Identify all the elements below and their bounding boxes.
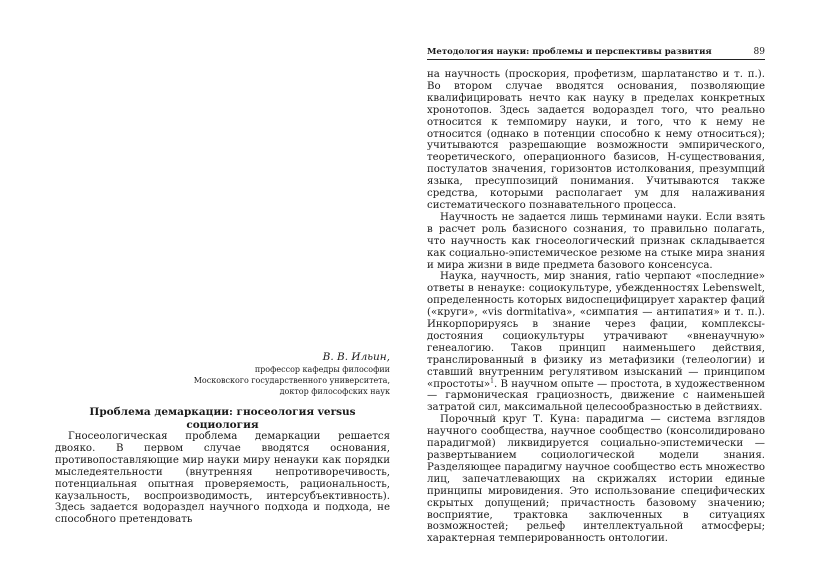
footnote-marker[interactable]: 1 [490, 377, 494, 385]
author-position: профессор кафедры философии [254, 365, 390, 374]
paragraph-3 [427, 271, 765, 414]
page-number: 89 [753, 47, 765, 57]
paragraph-2: Научность не задается лишь терминами науки. Если взять в расчет роль базисного сознания, то правильно полагать, что научность как гносеологический признак складывается как социально-эпистемическое резюме на стыке мира знания и мира жизни в виде предмета базового консенсуса. [427, 211, 765, 271]
paragraph-1: на научность (проскория, профетизм, шарлатанство и т. п.). Во втором случае вводятся основания, позволяющие квалифицировать нечто как науку в пределах конкретных хронотопов. Здесь задается водораздел того, что реально относится к темпомиру науки, и того, что к нему не относится (однако в потенции способно к нему относиться); учитываются разрешающие возможности эмпирического, теоретического, операционного базисов, Н-существования, постулатов значения, горизонтов истолкования, презумпций языка, пресуппозиций понимания. Учитываются также средства, которыми располагает ум для налаживания систематического познавательного процесса. [427, 69, 765, 211]
author-name: В. В. Ильин, [322, 351, 390, 363]
author-affiliation: Московского государственного университета, [193, 376, 390, 385]
running-title: Методология науки: проблемы и перспективы развития [427, 47, 712, 57]
paragraph-3-text: Наука, научность, мир знания, ratio черпают «последние» ответы в ненауке: социокультуре, убежденностях Lebenswelt, определенность которых видоспецифицирует характер фаций («круги», «vis dormitativa», «симпатия — антипатия» и т. п.). Инкорпорируясь в знание через фации, комплексы-достояния социокультуры утрачивают «вненаучную» генеалогию. Таков принцип наименьшего действия, транслированный в физику из метафизики (телеологии) и ставший внутренним регулятивом изысканий — принципом «простоты» [427, 271, 765, 390]
intro-paragraph: Гносеологическая проблема демаркации решается двояко. В первом случае вводятся основания, противопоставляющие мир науки миру ненауки как порядки мыследеятельности (внутренняя непротиворечивость, потенциальная опытная проверяемость, рациональность, каузальность, воспроизводимость, интерсубъективность). Здесь задается водораздел научного подхода и подхода, не способного претендовать [55, 431, 390, 526]
paragraph-3-continuation: . В научном опыте — простота, в художественном — гармоническая грациозность, движение с наименьшей затратой сил, максимальной целесообразностью в действиях. [427, 378, 765, 414]
left-page [55, 0, 390, 580]
article-title: Проблема демаркации: гносеология versus социология [89, 406, 356, 431]
author-degree: доктор философских наук [279, 387, 390, 396]
body-text [427, 69, 765, 545]
author-block [194, 351, 390, 397]
running-head [427, 47, 765, 60]
intro-text [55, 431, 390, 526]
paragraph-4: Порочный круг Т. Куна: парадигма — система взглядов научного сообщества, научное сообщество (консолидировано парадигмой) ликвидируется социально-эпистемически — развертыванием социологической модели знания. Разделяющее парадигму научное сообщество есть множество лиц, запечатлевающих на скрижалях истории единые принципы мировидения. Это использование специфических скрытых допущений; причастность базовому значению; восприятие, трактовка заключенных в ситуациях возможностей; рельеф интеллектуальной атмосферы; характерная темперированность онтологии. [427, 414, 765, 545]
right-page [427, 0, 765, 580]
